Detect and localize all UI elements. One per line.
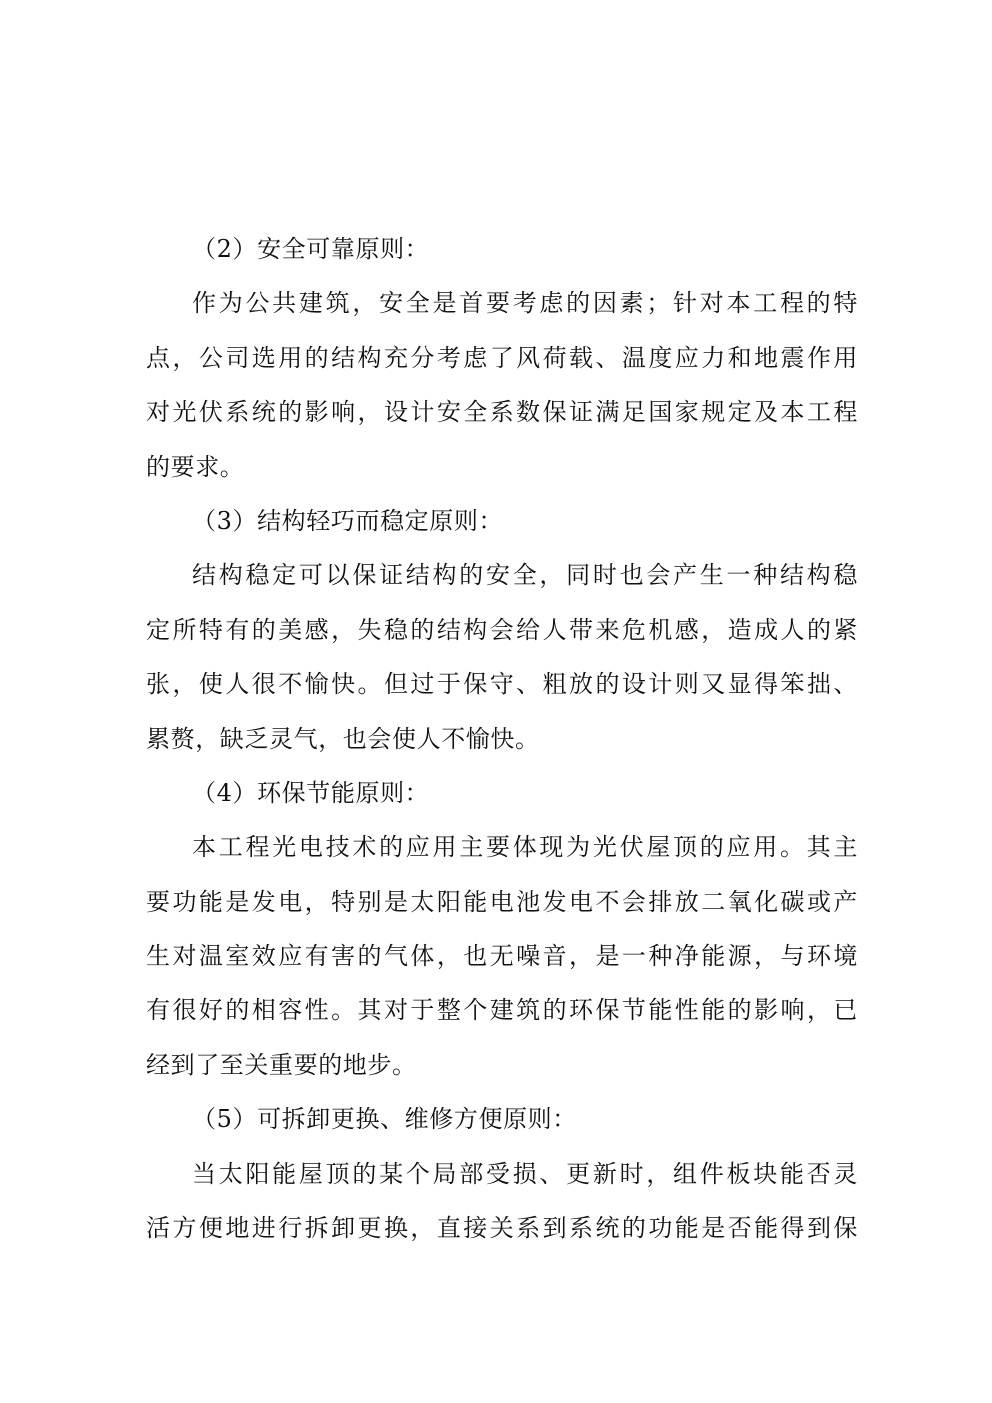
text-line: 对光伏系统的影响，设计安全系数保证满足国家规定及本工程 bbox=[146, 398, 858, 427]
text-line: 作为公共建筑，安全是首要考虑的因素；针对本工程的特 bbox=[192, 289, 858, 318]
body-text bbox=[146, 222, 858, 1255]
text-line: 的要求。 bbox=[146, 452, 245, 481]
text-line: 活方便地进行拆卸更换，直接关系到系统的功能是否能得到保 bbox=[146, 1214, 858, 1243]
text-line: 累赘，缺乏灵气，也会使人不愉快。 bbox=[146, 724, 540, 753]
text-line: 要功能是发电，特别是太阳能电池发电不会排放二氧化碳或产 bbox=[146, 887, 858, 916]
text-line: 经到了至关重要的地步。 bbox=[146, 1050, 417, 1079]
text-line: （3）结构轻巧而稳定原则： bbox=[192, 506, 504, 535]
text-line: 定所特有的美感，失稳的结构会给人带来危机感，造成人的紧 bbox=[146, 615, 858, 644]
text-line: 本工程光电技术的应用主要体现为光伏屋顶的应用。其主 bbox=[192, 833, 858, 862]
text-line: 结构稳定可以保证结构的安全，同时也会产生一种结构稳 bbox=[192, 561, 858, 590]
text-line: 当太阳能屋顶的某个局部受损、更新时，组件板块能否灵 bbox=[192, 1159, 858, 1188]
text-line: （5）可拆卸更换、维修方便原则： bbox=[192, 1105, 577, 1134]
text-line: 有很好的相容性。其对于整个建筑的环保节能性能的影响，已 bbox=[146, 996, 858, 1025]
text-line: （2）安全可靠原则： bbox=[192, 235, 430, 263]
text-line: 点，公司选用的结构充分考虑了风荷载、温度应力和地震作用 bbox=[146, 343, 858, 372]
text-line: 生对温室效应有害的气体，也无噪音，是一种净能源，与环境 bbox=[146, 942, 858, 971]
text-line: 张，使人很不愉快。但过于保守、粗放的设计则又显得笨拙、 bbox=[146, 670, 858, 699]
text-line: （4）环保节能原则： bbox=[192, 778, 430, 807]
